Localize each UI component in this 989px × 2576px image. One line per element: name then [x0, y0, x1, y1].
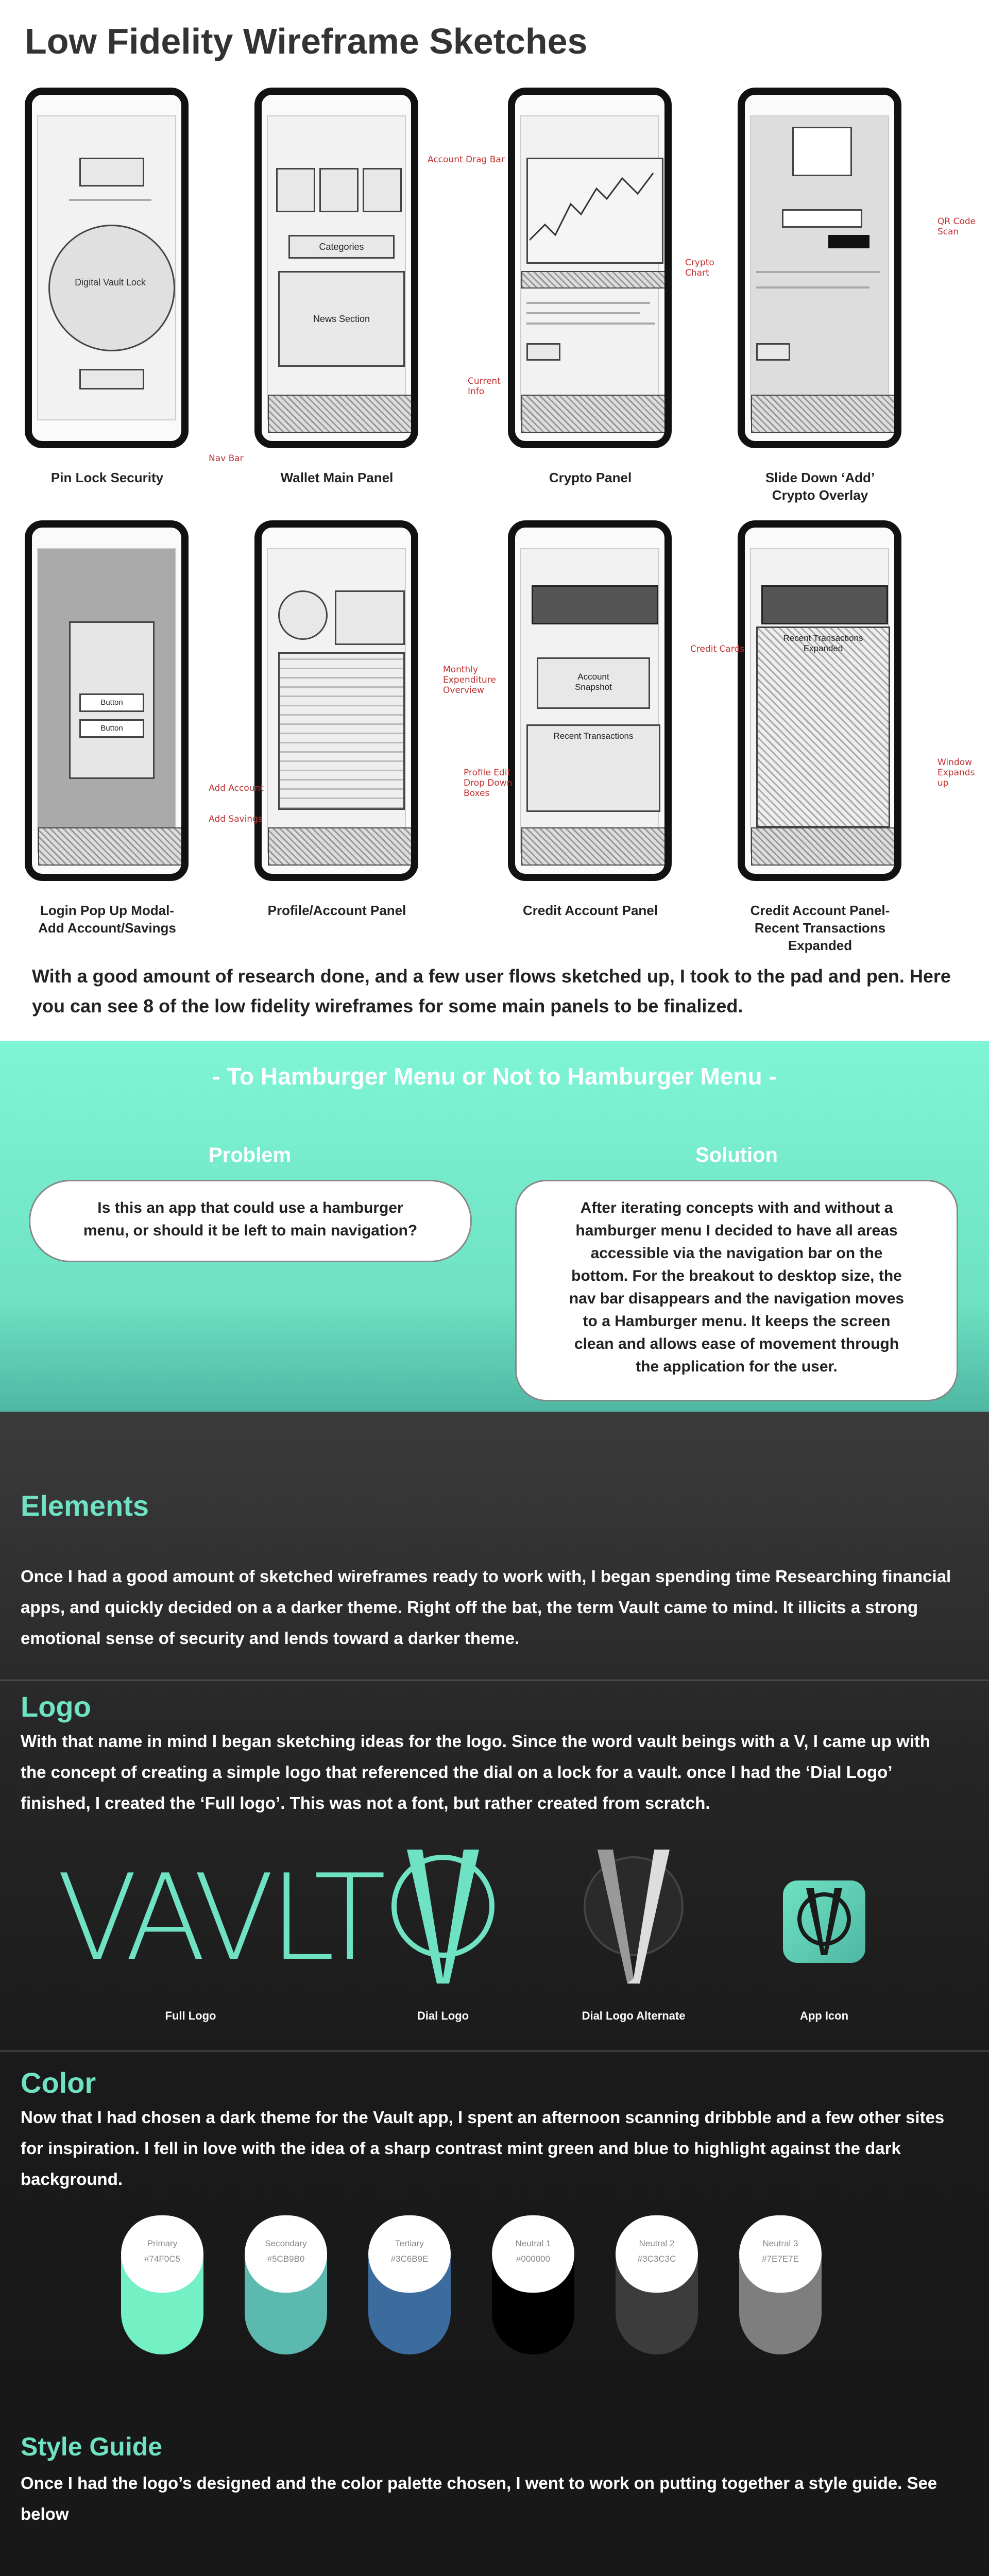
caption-login-modal: Login Pop Up Modal- Add Account/Savings — [38, 903, 176, 936]
caption-wallet: Wallet Main Panel — [280, 470, 394, 485]
dial-logo-alternate-label: Dial Logo Alternate — [582, 2009, 686, 2022]
note-credit-cards: Credit Cards — [690, 644, 745, 654]
note-account-drag-bar: Account Drag Bar — [428, 155, 505, 165]
button-sketch-2: Button — [79, 719, 144, 738]
hamburger-title: - To Hamburger Menu or Not to Hamburger Menu - — [212, 1063, 777, 1090]
caption-crypto: Crypto Panel — [549, 470, 632, 485]
color-text: Now that I had chosen a dark theme for the Vault app, I spent an afternoon scanning dribbble and a few other sites for inspiration. I fell in love with the idea of a sharp contrast mint green and blue to highlight against the dark background. — [21, 2108, 945, 2189]
note-current-info: Current Info — [468, 376, 501, 397]
full-logo-label: Full Logo — [165, 2009, 216, 2022]
app-icon-label: App Icon — [799, 2009, 849, 2022]
news-section-label: News Section — [278, 271, 405, 367]
caption-pin-lock: Pin Lock Security — [50, 470, 164, 485]
dial-logo-label: Dial Logo — [417, 2009, 469, 2022]
elements-text: Once I had a good amount of sketched wireframes ready to work with, I began spending time Researching financial apps, and quickly decided on a a darker theme. Right off the bat, the term Vault came to mind. It illicits a strong emotional sense of security and lends toward a darker theme. — [21, 1567, 951, 1648]
note-profile-edit: Profile Edit Drop Down Boxes — [464, 768, 513, 799]
swatch-neutral-2: Neutral 2 #3C3C3C — [616, 2215, 698, 2354]
caption-crypto-overlay: Slide Down ‘Add’ Crypto Overlay — [765, 470, 875, 503]
problem-bubble: Is this an app that could use a hamburger menu, or should it be left to main navigation? — [29, 1180, 472, 1262]
divider — [0, 1680, 989, 1681]
wireframes-section — [0, 0, 989, 1041]
swatch-neutral-1: Neutral 1 #000000 — [492, 2215, 574, 2354]
recent-transactions-label: Recent Transactions — [526, 724, 660, 812]
wireframe-pin-lock — [25, 88, 189, 448]
wireframe-credit-account — [508, 520, 672, 881]
problem-label: Problem — [208, 1144, 292, 1166]
swatch-secondary: Secondary #5CB9B0 — [245, 2215, 327, 2354]
note-nav-bar: Nav Bar — [209, 453, 244, 464]
elements-heading: Elements — [21, 1489, 149, 1522]
note-window-expands: Window Expands up — [937, 757, 975, 788]
wireframe-login-modal — [25, 520, 189, 881]
style-guide-text: Once I had the logo’s designed and the color palette chosen, I went to work on putting together a style guide. See below — [21, 2473, 937, 2523]
swatch-neutral-3: Neutral 3 #7E7E7E — [739, 2215, 822, 2354]
swatch-primary: Primary #74F0C5 — [121, 2215, 203, 2354]
note-add-account: Add Account — [209, 783, 264, 793]
app-icon — [783, 1880, 865, 1963]
wireframe-credit-expanded — [738, 520, 901, 881]
note-crypto-chart: Crypto Chart — [685, 258, 714, 278]
style-guide-heading: Style Guide — [21, 2432, 163, 2461]
note-qr-scan: QR Code Scan — [937, 216, 976, 237]
hamburger-section — [0, 1041, 989, 1412]
logo-heading: Logo — [21, 1690, 91, 1723]
digital-vault-lock-label: Digital Vault Lock — [75, 277, 146, 287]
divider — [0, 2050, 989, 2052]
elements-section — [0, 1412, 989, 2576]
solution-label: Solution — [695, 1144, 778, 1166]
note-monthly-overview: Monthly Expenditure Overview — [443, 665, 496, 696]
caption-credit-expanded: Credit Account Panel- Recent Transactions Expanded — [750, 903, 890, 953]
wireframe-crypto-overlay — [738, 88, 901, 448]
recent-expanded-label: Recent Transactions Expanded — [756, 626, 890, 827]
account-snapshot-label: Account Snapshot — [537, 657, 650, 709]
full-logo: VAVLT — [57, 1850, 381, 1987]
note-add-savings: Add Savings — [209, 814, 263, 824]
wireframes-paragraph: With a good amount of research done, and a few user flows sketched up, I took to the pad and pen. Here you can see 8 of the low fidelity wireframes for some main panels to be finalized. — [32, 965, 951, 1016]
caption-credit: Credit Account Panel — [523, 903, 658, 918]
categories-label: Categories — [288, 235, 395, 259]
dial-logo-alternate — [577, 1850, 690, 1984]
swatch-tertiary: Tertiary #3C6B9E — [368, 2215, 451, 2354]
wireframe-profile — [254, 520, 418, 881]
wireframe-crypto — [508, 88, 672, 448]
wireframe-wallet-main — [254, 88, 418, 448]
page-title: Low Fidelity Wireframe Sketches — [25, 21, 588, 61]
solution-bubble: After iterating concepts with and without a hamburger menu I decided to have all areas accessible via the navigation bar on the bottom. For the breakout to desktop size, the nav bar disappears and the navigation moves to a Hamburger menu. It keeps the screen clean and allows ease of movement through the application for the user. — [515, 1180, 958, 1401]
dial-logo — [386, 1850, 500, 1984]
color-heading: Color — [21, 2066, 96, 2099]
caption-profile: Profile/Account Panel — [267, 903, 406, 918]
button-sketch-1: Button — [79, 693, 144, 712]
logo-text: With that name in mind I began sketching ideas for the logo. Since the word vault beings with a V, I came up with the concept of creating a simple logo that referenced the dial on a lock for a vault. once I had the ‘Dial Logo’ finished, I created the ‘Full logo’. This was not a font, but rather created from scratch. — [21, 1732, 931, 1812]
